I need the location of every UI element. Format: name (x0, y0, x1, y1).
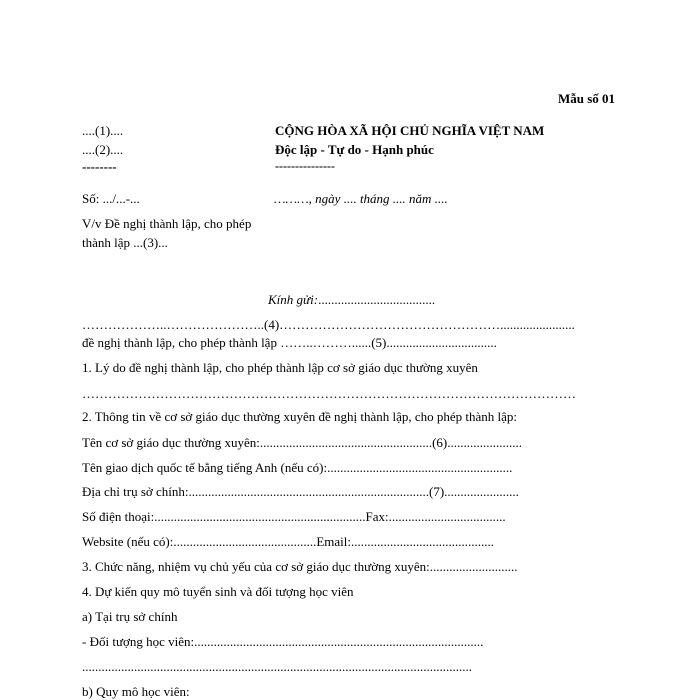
motto-rule: --------------- (275, 159, 335, 173)
issuer-line-2: ....(2).... (82, 142, 124, 157)
phone-fax-line: Số điện thoại:.................................................................Fax:.................................... (82, 509, 506, 524)
issuer-rule: -------- (82, 159, 117, 174)
addressee-dots: .................................... (318, 292, 436, 307)
section-1-title: 1. Lý do đề nghị thành lập, cho phép thành lập cơ sở giáo dục thường xuyên (82, 360, 478, 375)
document-number: Số: .../...-... (82, 191, 140, 206)
applicant-line: ………………..…………………..(4)……………………………………………....................... (82, 317, 575, 332)
request-line: đề nghị thành lập, cho phép thành lập ……..………......(5).................................. (82, 335, 497, 350)
addressee-label: Kính gửi: (268, 292, 319, 307)
section-4b-label: b) Quy mô học viên: (82, 684, 190, 699)
section-3-title: 3. Chức năng, nhiệm vụ chủ yếu của cơ sở giáo dục thường xuyên:........................... (82, 559, 518, 574)
students-line: - Đối tượng học viên:......................................................................................... (82, 634, 484, 649)
national-title: CỘNG HÒA XÃ HỘI CHỦ NGHĨA VIỆT NAM (275, 123, 545, 138)
section-1-dots: …………………………………………………………………………………………………… (82, 386, 576, 401)
section-2-title: 2. Thông tin về cơ sở giáo dục thường xuyên đề nghị thành lập, cho phép thành lập: (82, 409, 518, 424)
address-line: Địa chỉ trụ sở chính:..........................................................................(7)....................... (82, 484, 519, 499)
issuer-line-1: ....(1).... (82, 123, 124, 138)
website-email-line: Website (nếu có):............................................Email:............................................ (82, 534, 495, 549)
addressee-line (268, 293, 435, 306)
form-number: Mẫu số 01 (558, 91, 616, 106)
subject-line: V/v Đề nghị thành lập, cho phép thành lập ...(3)... (82, 216, 252, 250)
international-name-line: Tên giao dịch quốc tế bằng tiếng Anh (nếu có):......................................................... (82, 460, 513, 475)
section-4-title: 4. Dự kiến quy mô tuyển sinh và đối tượng học viên (82, 584, 354, 599)
national-motto: Độc lập - Tự do - Hạnh phúc (275, 142, 434, 157)
blank-dots-line: ........................................................................................................................ (82, 659, 472, 674)
section-4a-label: a) Tại trụ sở chính (82, 609, 178, 624)
institution-name-line: Tên cơ sở giáo dục thường xuyên:.....................................................(6)....................... (82, 435, 523, 450)
date-line: ………, ngày .... tháng .... năm .... (274, 191, 448, 206)
